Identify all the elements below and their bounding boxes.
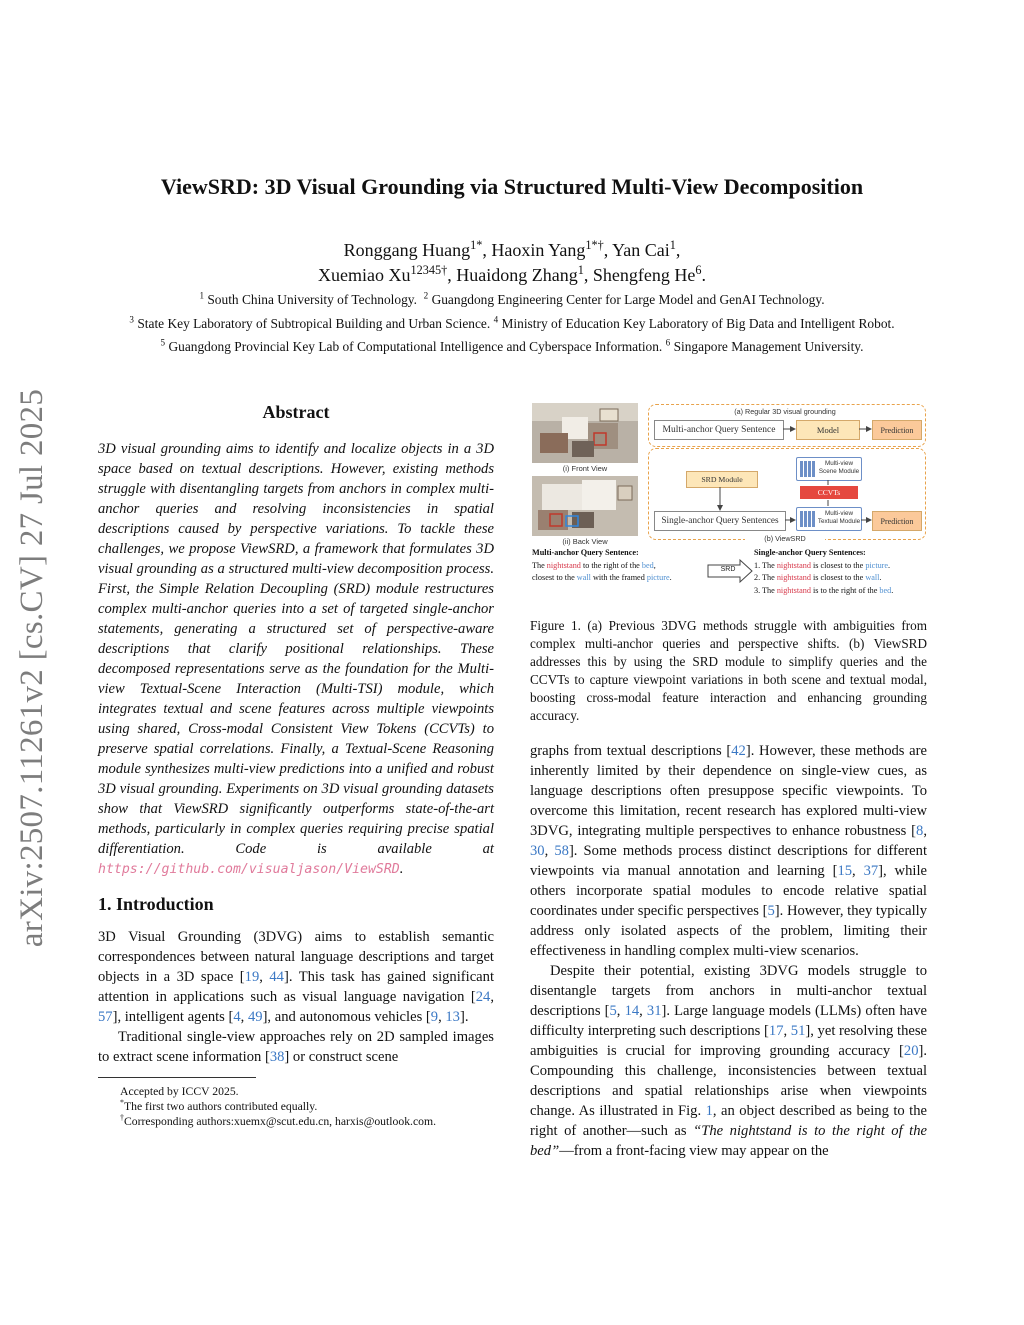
text-run: ]. This task has gained significant attention in applications such as visual language navigation [ [98, 969, 494, 1005]
text-run: ], yet resolving these ambiguities is crucial for improving grounding accuracy [ [530, 1023, 927, 1059]
citation-link[interactable]: 38 [269, 1049, 285, 1065]
citation-link[interactable]: 31 [646, 1003, 662, 1019]
text-run: , [783, 1023, 791, 1039]
author-name: Huaidong Zhang [456, 265, 578, 285]
target-word: nightstand [776, 560, 811, 570]
abstract-heading: Abstract [262, 402, 330, 422]
citation-link[interactable]: 4 [233, 1009, 241, 1025]
anchor-word: picture [865, 560, 889, 570]
footnote-text: Corresponding authors:xuemx@scut.edu.cn, harxis@outlook.com. [123, 1115, 437, 1128]
footnote-accepted: Accepted by ICCV 2025. [120, 1085, 239, 1098]
citation-link[interactable]: 13 [445, 1009, 460, 1025]
author-name: Haoxin Yang [491, 240, 586, 260]
right-column [530, 400, 927, 1161]
citation-link[interactable]: 49 [247, 1009, 263, 1025]
author-sup: 12345† [410, 263, 448, 277]
intro-heading: 1. Introduction [98, 894, 214, 914]
abstract-body [98, 439, 494, 880]
example-text: . [891, 585, 894, 595]
author-sup: 1*† [585, 238, 604, 252]
example-text: is closest to the [810, 573, 866, 582]
affiliation-text: Singapore Management University. [673, 339, 864, 354]
affiliation-line-3 [0, 339, 1024, 355]
srd-module-box: SRD Module [686, 471, 758, 488]
citation-link[interactable]: 19 [244, 969, 260, 985]
citation-link[interactable]: 14 [624, 1003, 640, 1019]
figure-caption: Figure 1. (a) Previous 3DVG methods struggle with ambiguities from complex multi-anchor queries and perspective shifts. (b) ViewSRD addresses this by using the SRD module to simplify queries and the CCVTs to capture viewpoint variations in both scene and textual modal, boosting cross-modal feature interaction and enhancing grounding accuracy. [530, 618, 927, 723]
citation-link[interactable]: 58 [554, 843, 569, 859]
srd-arrow-label: SRD [720, 566, 736, 573]
text-run: ]. However, these methods are inherently limited by their dependence on single-view cues, as language descriptions often presuppose specific viewpoints. To overcome this limitation, recent research has explored multi-view 3DVG, integrating multiple perspectives to enhance robustness [ [530, 743, 927, 839]
text-run: , [639, 1003, 647, 1019]
abstract-end: . [399, 861, 404, 877]
citation-link[interactable]: 44 [269, 969, 284, 985]
text-run: ]. Compounding this challenge, inconsistencies between textual descriptions and spatial relationships arise when viewpoints change. As illustrated in Fig. [530, 1043, 927, 1119]
affiliation-line-2 [0, 316, 1024, 332]
author-name: Ronggang Huang [343, 240, 471, 260]
text-run: graphs from textual descriptions [ [530, 743, 732, 759]
author-name: Shengfeng He [592, 265, 696, 285]
text-run: ]. [459, 1009, 469, 1025]
citation-link[interactable]: 17 [768, 1023, 784, 1039]
intro-paragraph-2 [98, 1027, 494, 1067]
text-run: , [490, 989, 494, 1005]
author-name: Yan Cai [612, 240, 670, 260]
back-view-label: (ii) Back View [562, 537, 608, 546]
figure-reference-link[interactable]: 1 [705, 1103, 713, 1119]
text-run: 3D Visual Grounding (3DVG) aims to establish semantic correspondences between natural language descriptions and target objects in a 3D space [ [98, 929, 494, 985]
footnote-divider [98, 1077, 256, 1078]
author-line-1: Ronggang Huang$^{1*}$, Haoxin Yang$^{1*\dagger}$, Yan Cai$^1$, [343, 238, 681, 260]
text-run: , [852, 863, 864, 879]
single-anchor-example-label: Single-anchor Query Sentences: [754, 548, 866, 557]
affiliation-number: 5 [160, 337, 166, 348]
text-run: —from a front-facing view may appear on the [559, 1143, 829, 1159]
example-text: is closest to the [810, 560, 866, 570]
right-paragraph-1 [530, 741, 927, 961]
example-text: The [532, 560, 547, 570]
citation-link[interactable]: 30 [530, 843, 545, 859]
text-run: , [923, 823, 927, 839]
text-run: ]. However, they typically address only isolated aspects of the problem, limiting their effectiveness in handling complex multi-view scenarios. [530, 903, 927, 959]
back-view-image [532, 476, 638, 536]
left-column [98, 400, 494, 1129]
affiliation-number: 1 [199, 290, 204, 301]
anchor-word: wall [865, 573, 880, 582]
anchor-word: bed [879, 585, 892, 595]
model-box: Model [796, 420, 860, 440]
target-word: nightstand [546, 560, 581, 570]
single-anchor-example-line [754, 572, 929, 585]
single-anchor-example-line [754, 585, 929, 598]
text-run: Despite their potential, existing 3DVG models struggle to disentangle targets from anchors in multi-anchor textual descriptions [ [530, 963, 927, 1019]
prediction-box-top: Prediction [872, 420, 922, 440]
author-sup: 6 [695, 263, 702, 277]
target-word: nightstand [776, 573, 811, 582]
author-line-2: Xuemiao $Xu^{12345\dagger}$, Huaidong Zhang$^1$, Shengfeng He$^6$. [318, 263, 706, 285]
citation-link[interactable]: 5 [609, 1003, 617, 1019]
footnote-mark: * [120, 1098, 124, 1108]
right-paragraph-2 [530, 961, 927, 1161]
example-text: . [888, 560, 891, 570]
front-view-image [532, 403, 638, 463]
ccvts-box: CCVTs [800, 486, 858, 499]
affiliation-number: 3 [129, 314, 134, 325]
citation-link[interactable]: 51 [790, 1023, 806, 1039]
text-run: ]. Some methods process distinct descriptions for different viewpoints via manual annotation and learning [ [530, 843, 928, 879]
text-run: , [240, 1009, 248, 1025]
author-sup: 1 [577, 263, 584, 277]
citation-link[interactable]: 24 [475, 989, 491, 1005]
citation-link[interactable]: 15 [837, 863, 853, 879]
citation-link[interactable]: 57 [98, 1009, 113, 1025]
abstract-text: 3D visual grounding aims to identify and localize objects in a 3D space based on textual descriptions. However, existing methods struggle with disentangling targets from anchors in complex multi-anchor queries and resolving inconsistencies in spatial descriptions caused by perspective variations. To tackle these challenges, we propose ViewSRD, a framework that formulates 3D visual grounding as a structured multi-view decomposition process. First, the Simple Relation Decoupling (SRD) module restructures complex multi-anchor queries into a set of targeted single-anchor statements, generating a structured set of perspective-aware descriptions that clarify positional relationships. These decomposed representations serve as the foundation for the Multi-view Textual-Scene Interaction (Multi-TSI) module, which integrates textual and scene features across multiple viewpoints using shared, Cross-modal Consistent View Tokens (CCVTs) to preserve spatial correlations. Finally, a Textual-Scene Reasoning module synthesizes multi-view predictions into a unified and robust 3D visual grounding. Experiments on 3D visual grounding datasets show that ViewSRD significantly outperforms state-of-the-art methods, particularly in complex queries requiring precise spatial differentiation. Code is available at [98, 441, 494, 857]
text-run: , an object described as being to the right of another—such as [530, 1103, 927, 1139]
target-word: nightstand [776, 585, 811, 595]
anchor-word: wall [576, 573, 591, 582]
affiliation-line-1 [0, 292, 1024, 308]
code-link[interactable]: https://github.com/visualjason/ViewSRD [98, 862, 400, 877]
multi-anchor-example-line [532, 572, 702, 585]
viewsrd-title: (b) ViewSRD [745, 534, 825, 543]
affiliation-text: South China University of Technology. [207, 292, 417, 307]
example-label-text: Single-anchor Query Sentences [754, 548, 864, 557]
citation-link[interactable]: 37 [863, 863, 879, 879]
scene-module-line: Scene Module [818, 468, 860, 475]
example-text: to the right of the [580, 560, 642, 570]
paper-title: ViewSRD: 3D Visual Grounding via Structured Multi-View Decomposition [160, 174, 864, 199]
example-text: 3. The [754, 585, 777, 595]
figure-1 [530, 400, 927, 603]
scene-module-line: Multi-view [825, 460, 853, 467]
example-text: . [879, 573, 882, 582]
example-text: with the framed [590, 573, 647, 582]
arxiv-identifier: arXiv:2507.11261v2 [cs.CV] 27 Jul 2025 [14, 388, 50, 948]
multi-anchor-example [532, 547, 702, 585]
citation-link[interactable]: 9 [430, 1009, 439, 1025]
text-run: , [544, 843, 555, 859]
text-run: ] or construct scene [284, 1049, 399, 1065]
textual-module-line: Multi-view [825, 510, 853, 517]
single-anchor-query-box: Single-anchor Query Sentences [654, 511, 786, 531]
text-run: , [259, 969, 270, 985]
anchor-word: picture [646, 573, 670, 582]
affiliation-number: 2 [423, 290, 429, 301]
intro-paragraph-1 [98, 927, 494, 1027]
citation-link[interactable]: 20 [903, 1043, 919, 1059]
regular-grounding-title: (a) Regular 3D visual grounding [720, 407, 850, 416]
text-run: ], while others incorporate spatial modules to encode relative spatial coordinates under specific perspectives [ [530, 863, 927, 919]
example-text: closest to the [532, 573, 577, 582]
citation-link[interactable]: 42 [731, 743, 746, 759]
footnote-text: The first two authors contributed equally. [123, 1100, 318, 1113]
quoted-example: “The nightstand is to the right of the bed” [530, 1123, 928, 1159]
multi-anchor-query-box: Multi-anchor Query Sentence [654, 420, 784, 440]
textual-module-line: Textual Module [817, 518, 861, 525]
author-sup: 1* [470, 238, 483, 252]
affiliation-number: 6 [665, 337, 671, 348]
author-name: Xuemiao Xu [318, 265, 411, 285]
affiliation-text: Guangdong Provincial Key Lab of Computational Intelligence and Cyberspace Information. [168, 339, 663, 354]
multi-anchor-example-label: Multi-anchor Query Sentence: [532, 548, 639, 557]
affiliation-number: 4 [493, 314, 499, 325]
multi-anchor-example-line [532, 560, 702, 573]
affiliation-text: Guangdong Engineering Center for Large Model and GenAI Technology. [431, 292, 825, 307]
example-text: , [653, 560, 656, 570]
text-run: , [438, 1009, 446, 1025]
citation-link[interactable]: 8 [916, 823, 924, 839]
text-run: ]. Large language models (LLMs) often have difficulty interpreting such descriptions [ [530, 1003, 928, 1039]
citation-link[interactable]: 5 [767, 903, 775, 919]
author-sup: 1 [669, 238, 676, 252]
footnote-mark: † [120, 1113, 124, 1123]
single-anchor-example [754, 547, 929, 597]
text-run: ], intelligent agents [ [112, 1009, 234, 1025]
text-run: Traditional single-view approaches rely on 2D sampled images to extract scene information [ [98, 1029, 494, 1065]
example-text: is to the right of the [810, 585, 880, 595]
example-text: . [669, 573, 672, 582]
example-text: 2. The [754, 573, 777, 582]
text-run: ], and autonomous vehicles [ [262, 1009, 431, 1025]
footnote-equal [98, 1099, 494, 1114]
prediction-box-bottom: Prediction [872, 511, 922, 531]
single-anchor-example-line [754, 560, 929, 573]
text-run: , [616, 1003, 625, 1019]
anchor-word: bed [641, 560, 654, 570]
affiliation-text: Ministry of Education Key Laboratory of Big Data and Intelligent Robot. [501, 316, 895, 331]
footnote-corresponding [98, 1114, 494, 1129]
example-label-text: Multi-anchor Query Sentence [532, 548, 636, 557]
example-text: 1. The [754, 560, 777, 570]
front-view-label: (i) Front View [562, 464, 608, 473]
affiliation-text: State Key Laboratory of Subtropical Building and Urban Science. [137, 316, 491, 331]
